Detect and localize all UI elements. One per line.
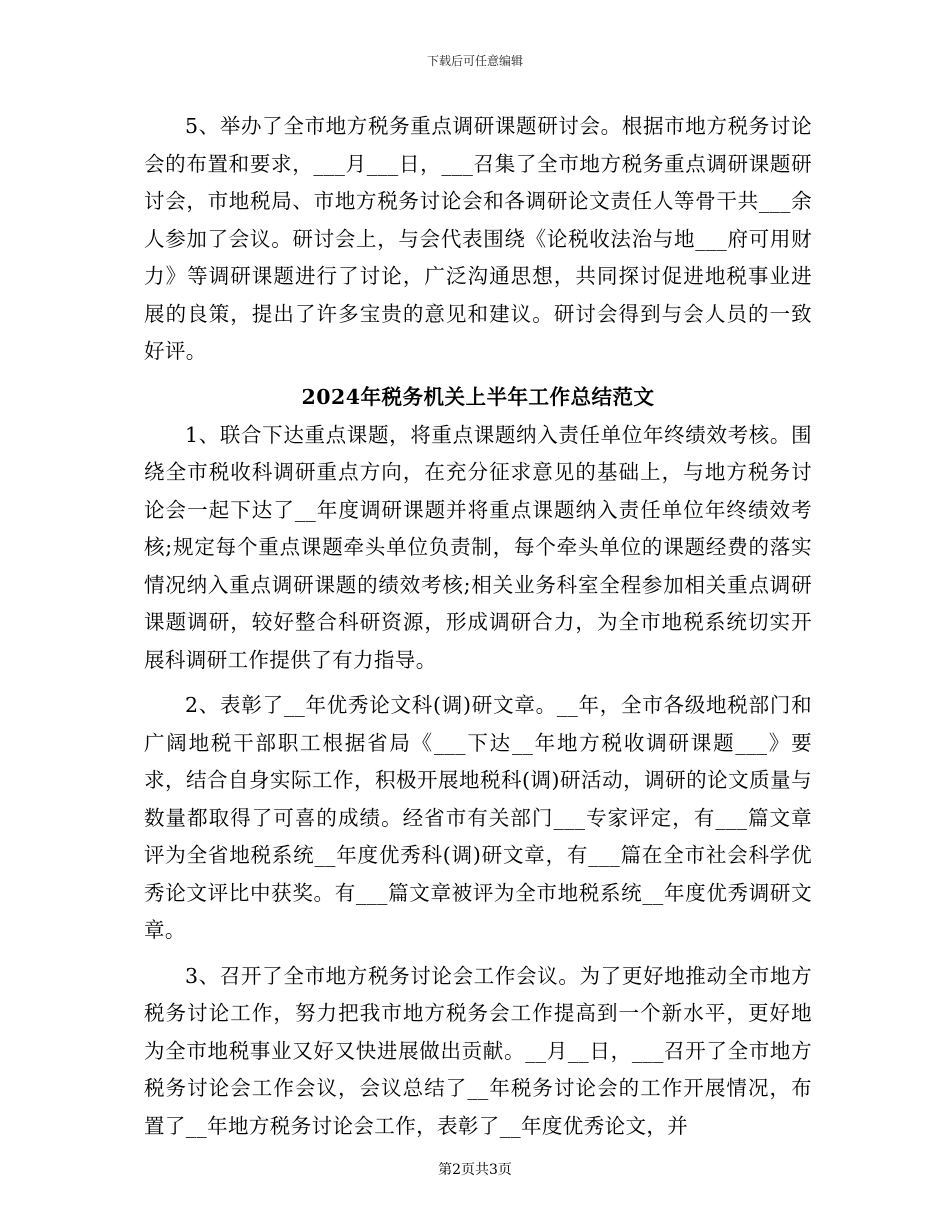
page-footer: 第2页共3页: [438, 1162, 512, 1178]
document-body: [144, 108, 812, 1145]
section-title: 2024年税务机关上半年工作总结范文: [301, 384, 655, 409]
paragraph-3: 3、召开了全市地方税务讨论会工作会议。为了更好地推动全市地方税务讨论工作，努力把我市地方税务会工作提高到一个新水平，更好地为全市地税事业又好又快进展做出贡献。__月__日，___召开了全市地方税务讨论会工作会议，会议总结了__年税务讨论会的工作开展情况，布置了__年地方税务讨论会工作，表彰了__年度优秀论文，并: [144, 963, 812, 1138]
page-header: 下载后可任意编辑: [426, 54, 523, 68]
paragraph-1: 1、联合下达重点课题，将重点课题纳入责任单位年终绩效考核。围绕全市税收科调研重点方向，在充分征求意见的基础上，与地方税务讨论会一起下达了__年度调研课题并将重点课题纳入责任单位年终绩效考核;规定每个重点课题牵头单位负责制，每个牵头单位的课题经费的落实情况纳入重点调研课题的绩效考核;相关业务科室全程参加相关重点调研课题调研，较好整合科研资源，形成调研合力，为全市地税系统切实开展科调研工作提供了有力指导。: [144, 422, 812, 672]
paragraph-2: 2、表彰了__年优秀论文科(调)研文章。__年，全市各级地税部门和广阔地税干部职工根据省局《___下达__年地方税收调研课题___》要求，结合自身实际工作，积极开展地税科(调)研活动，调研的论文质量与数量都取得了可喜的成绩。经省市有关部门___专家评定，有___篇文章评为全省地税系统__年度优秀科(调)研文章，有___篇在全市社会科学优秀论文评比中获奖。有___篇文章被评为全市地税系统__年度优秀调研文章。: [144, 693, 812, 942]
paragraph-5: 5、举办了全市地方税务重点调研课题研讨会。根据市地方税务讨论会的布置和要求，___月___日，___召集了全市地方税务重点调研课题研讨会，市地税局、市地方税务讨论会和各调研论文责任人等骨干共___余人参加了会议。研讨会上，与会代表围绕《论税收法治与地___府可用财力》等调研课题进行了讨论，广泛沟通思想，共同探讨促进地税事业进展的良策，提出了许多宝贵的意见和建议。研讨会得到与会人员的一致好评。: [144, 114, 812, 363]
